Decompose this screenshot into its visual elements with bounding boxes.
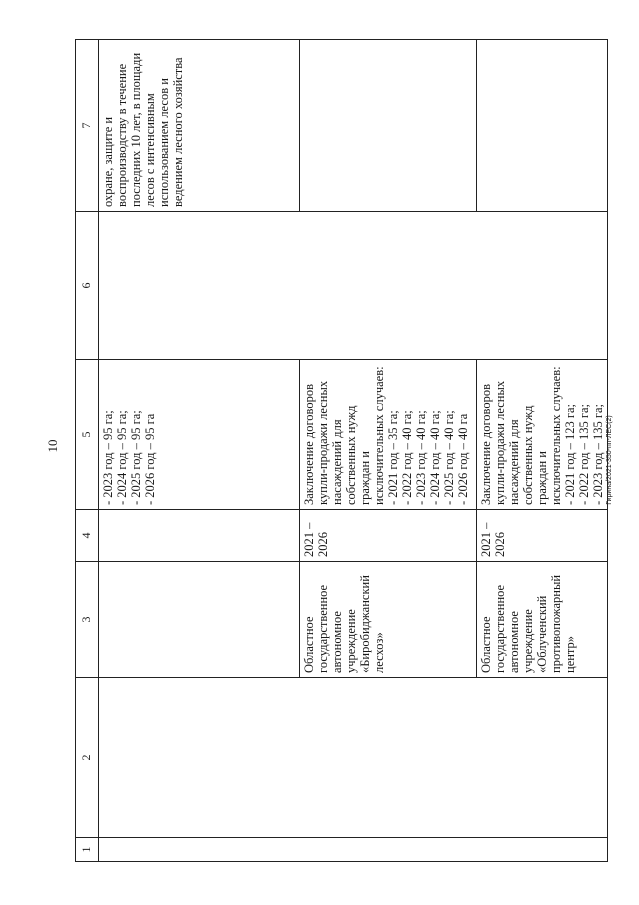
row3-col6 bbox=[477, 212, 608, 360]
table-row bbox=[99, 40, 300, 862]
document-code: Гирина/2021-350-пп-ЛЕС(2) bbox=[606, 415, 613, 505]
header-cell-2: 2 bbox=[76, 678, 99, 838]
row2-col4: 2021 – 2026 bbox=[300, 510, 477, 562]
row3-col1 bbox=[477, 838, 608, 862]
rotated-table-container bbox=[75, 40, 605, 862]
row1-col6 bbox=[99, 212, 300, 360]
row2-col1 bbox=[300, 838, 477, 862]
row1-col4 bbox=[99, 510, 300, 562]
header-cell-5: 5 bbox=[76, 360, 99, 510]
row2-col5: Заключение договоров купли-продажи лесных насаждений для собственных нужд граждан и исключительных случаев: - 2021 год – 35 га; - 2022 год – 40 га; - 2023 год – 40 га; - 2024 год – 40 га; - 2025 год – 40 га; - 2026 год – 40 га bbox=[300, 360, 477, 510]
row1-col2 bbox=[99, 678, 300, 838]
row2-col2 bbox=[300, 678, 477, 838]
row3-col3: Областное государственное автономное учреждение «Облученский противопожарный центр» bbox=[477, 562, 608, 678]
header-cell-6: 6 bbox=[76, 212, 99, 360]
row2-col3: Областное государственное автономное учреждение «Биробиджанский лесхоз» bbox=[300, 562, 477, 678]
row3-col2 bbox=[477, 678, 608, 838]
row3-col4: 2021 – 2026 bbox=[477, 510, 608, 562]
header-cell-4: 4 bbox=[76, 510, 99, 562]
row1-col3 bbox=[99, 562, 300, 678]
row2-col7 bbox=[300, 40, 477, 212]
header-cell-7: 7 bbox=[76, 40, 99, 212]
row3-col7 bbox=[477, 40, 608, 212]
header-row bbox=[76, 40, 99, 862]
row3-col5: Заключение договоров купли-продажи лесных насаждений для собственных нужд граждан и исключительных случаев: - 2021 год – 123 га; - 2022 год – 135 га; - 2023 год – 135 га; bbox=[477, 360, 608, 510]
table-row bbox=[477, 40, 608, 862]
row1-col7: охране, защите и воспроизводству в течение последних 10 лет, в площади лесов с интенсивным использованием лесов и ведением лесного хозяйства bbox=[99, 40, 300, 212]
data-table bbox=[75, 39, 608, 862]
row1-col5: - 2023 год – 95 га; - 2024 год – 95 га; - 2025 год – 95 га; - 2026 год – 95 га bbox=[99, 360, 300, 510]
row2-col6 bbox=[300, 212, 477, 360]
header-cell-1: 1 bbox=[76, 838, 99, 862]
table-row bbox=[300, 40, 477, 862]
header-cell-3: 3 bbox=[76, 562, 99, 678]
row1-col1 bbox=[99, 838, 300, 862]
page-number: 10 bbox=[45, 439, 60, 453]
